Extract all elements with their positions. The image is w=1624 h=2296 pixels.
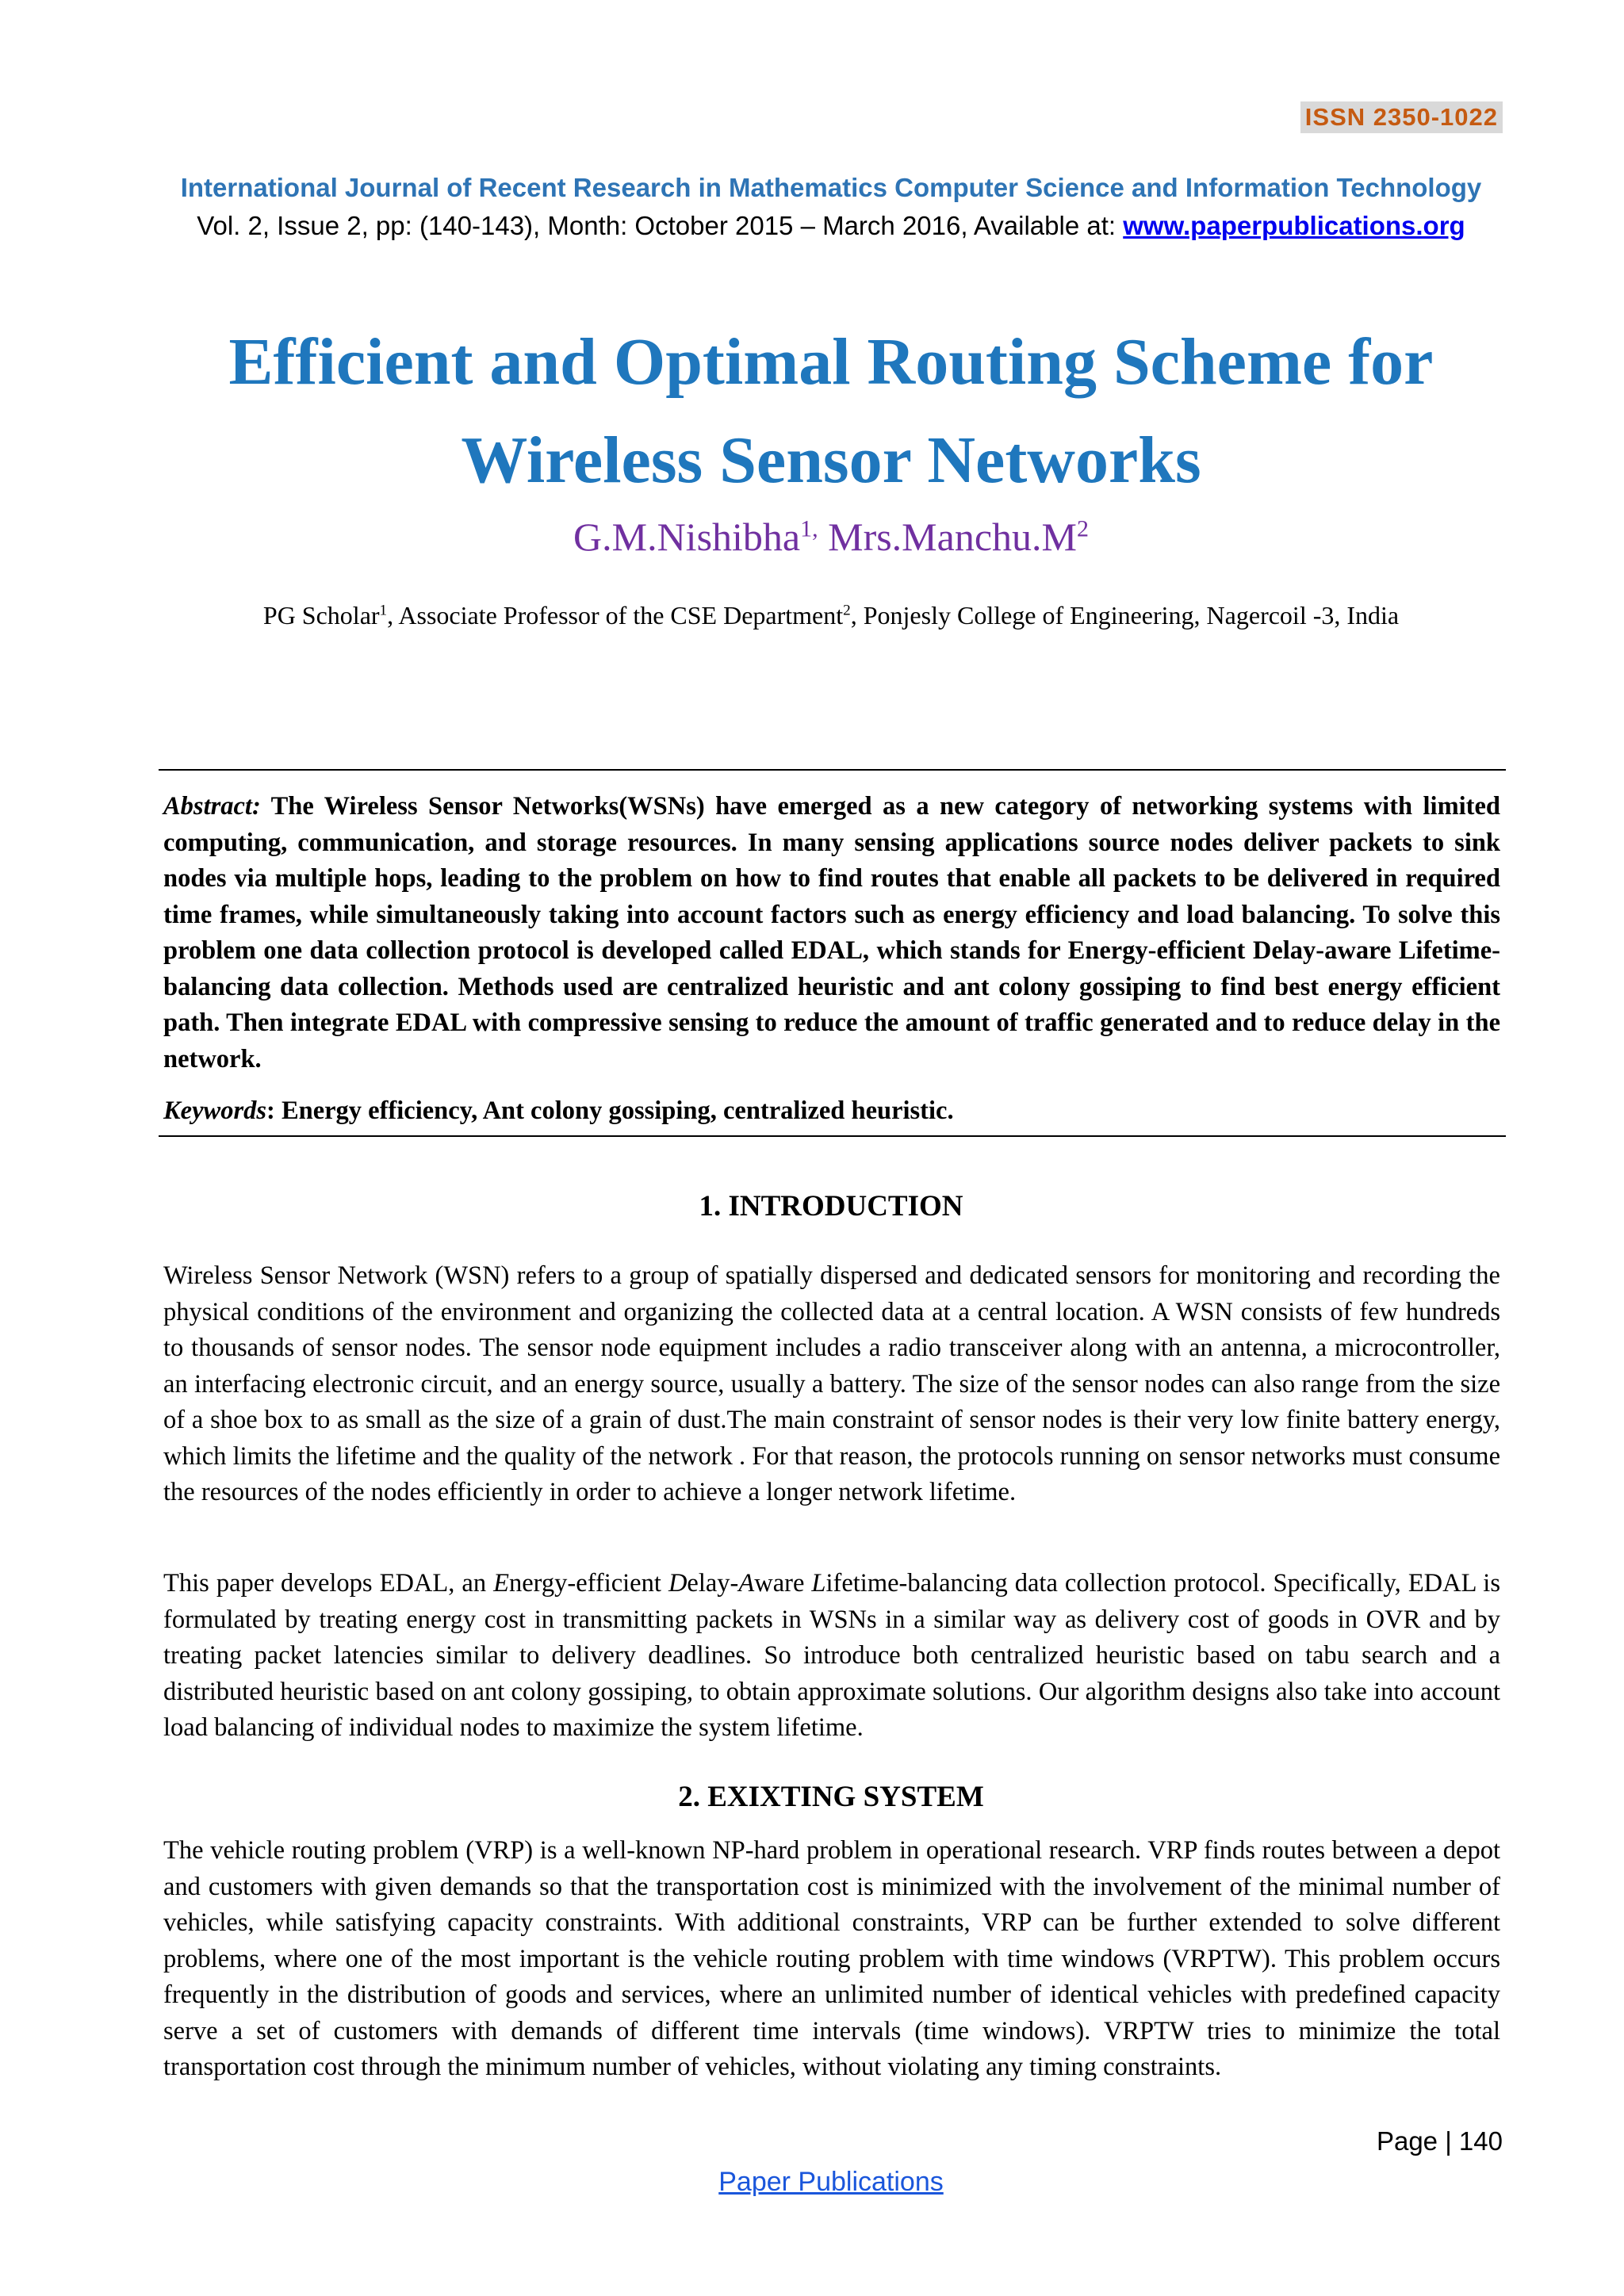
intro-p2-part: This paper develops EDAL, an xyxy=(163,1569,494,1598)
intro-p2-italic-d: D xyxy=(668,1569,688,1598)
abstract xyxy=(163,789,1500,1077)
intro-p2-italic-a: A xyxy=(738,1569,755,1598)
journal-name: International Journal of Recent Research in Mathematics Computer Science and Information Technology xyxy=(180,173,1482,202)
intro-p2-part: nergy-efficient xyxy=(508,1569,668,1598)
author-2: Mrs.Manchu.M xyxy=(818,515,1077,559)
author-2-sup: 2 xyxy=(1076,515,1089,542)
publisher-link[interactable]: Paper Publications xyxy=(718,2167,944,2197)
intro-p2-part: ifetime-balancing data collection protocol. Specifically, EDAL is formulated by treating energy cost in transmitting packets in WSNs in a similar way as delivery cost of goods in OVR and by treating packet latencies similar to delivery deadlines. So introduce both centralized heuristic based on tabu search and a distributed heuristic based on ant colony gossiping, to obtain approximate solutions. Our algorithm designs also take into account load balancing of individual nodes to maximize the system lifetime. xyxy=(163,1569,1500,1742)
volume-info xyxy=(0,211,1624,241)
title-line-1: Efficient and Optimal Routing Scheme for xyxy=(228,325,1434,399)
keywords xyxy=(163,1093,1500,1130)
existing-paragraph-1: The vehicle routing problem (VRP) is a well-known NP-hard problem in operational research. VRP finds routes between a depot and customers with given demands so that the transportation cost is minimized with the involvement of the minimal number of vehicles, while satisfying capacity constraints. With additional constraints, VRP can be further extended to solve different problems, where one of the most important is the vehicle routing problem with time windows (VRPTW). This problem occurs frequently in the distribution of goods and services, where an unlimited number of identical vehicles with predefined capacity serve a set of customers with demands of different time intervals (time windows). VRPTW tries to minimize the total transportation cost through the minimum number of vehicles, without violating any timing constraints. xyxy=(163,1836,1500,2081)
authors xyxy=(0,514,1624,560)
affil-part-3: , Ponjesly College of Engineering, Nagercoil -3, India xyxy=(850,601,1400,629)
website-link[interactable]: www.paperpublications.org xyxy=(1123,211,1465,240)
affiliation xyxy=(0,601,1624,630)
affil-part-2: , Associate Professor of the CSE Department xyxy=(387,601,844,629)
paper-title xyxy=(0,313,1624,510)
affil-part-1: PG Scholar xyxy=(262,601,380,629)
intro-p2-part: ware xyxy=(754,1569,812,1598)
keywords-text: : Energy efficiency, Ant colony gossiping, centralized heuristic. xyxy=(266,1096,954,1125)
abstract-label: Abstract: xyxy=(163,792,261,821)
affil-sup-2: 2 xyxy=(843,602,851,619)
page-number: Page | 140 xyxy=(1376,2126,1503,2156)
volume-text: Vol. 2, Issue 2, pp: (140-143), Month: October 2015 – March 2016, Available at: xyxy=(197,211,1124,240)
section-heading-introduction: 1. INTRODUCTION xyxy=(699,1190,963,1223)
intro-paragraph-2 xyxy=(163,1566,1500,1747)
affil-sup-1: 1 xyxy=(379,602,388,619)
intro-paragraph-1: Wireless Sensor Network (WSN) refers to a group of spatially dispersed and dedicated sensors for monitoring and recording the physical conditions of the environment and organizing the collected data at a central location. A WSN consists of few hundreds to thousands of sensor nodes. The sensor node equipment includes a radio transceiver along with an antenna, a microcontroller, an interfacing electronic circuit, and an energy source, usually a battery. The size of the sensor nodes can also range from the size of a shoe box to as small as the size of a grain of dust.The main constraint of sensor nodes is their very low finite battery energy, which limits the lifetime and the quality of the network . For that reason, the protocols running on sensor networks must consume the resources of the nodes efficiently in order to achieve a longer network lifetime. xyxy=(163,1261,1500,1506)
divider-top xyxy=(159,769,1506,771)
issn-label: ISSN 2350-1022 xyxy=(1300,101,1503,133)
author-1-sup: 1, xyxy=(800,515,818,542)
abstract-text: The Wireless Sensor Networks(WSNs) have emerged as a new category of networking systems with limited computing, communication, and storage resources. In many sensing applications source nodes deliver packets to sink nodes via multiple hops, leading to the problem on how to find routes that enable all packets to be delivered in required time frames, while simultaneously taking into account factors such as energy efficiency and load balancing. To solve this problem one data collection protocol is developed called EDAL, which stands for Energy-efficient Delay-aware Lifetime-balancing data collection. Methods used are centralized heuristic and ant colony gossiping to find best energy efficient path. Then integrate EDAL with compressive sensing to reduce the amount of traffic generated and to reduce delay in the network. xyxy=(163,792,1500,1073)
intro-p2-part: elay- xyxy=(687,1569,739,1598)
divider-bottom xyxy=(159,1135,1506,1137)
keywords-label: Keywords xyxy=(163,1096,266,1125)
intro-p2-italic-e: E xyxy=(493,1569,509,1598)
title-line-2: Wireless Sensor Networks xyxy=(461,423,1201,497)
intro-p2-italic-l: L xyxy=(811,1569,826,1598)
author-1: G.M.Nishibha xyxy=(573,515,801,559)
section-heading-existing-system: 2. EXIXTING SYSTEM xyxy=(678,1781,984,1813)
